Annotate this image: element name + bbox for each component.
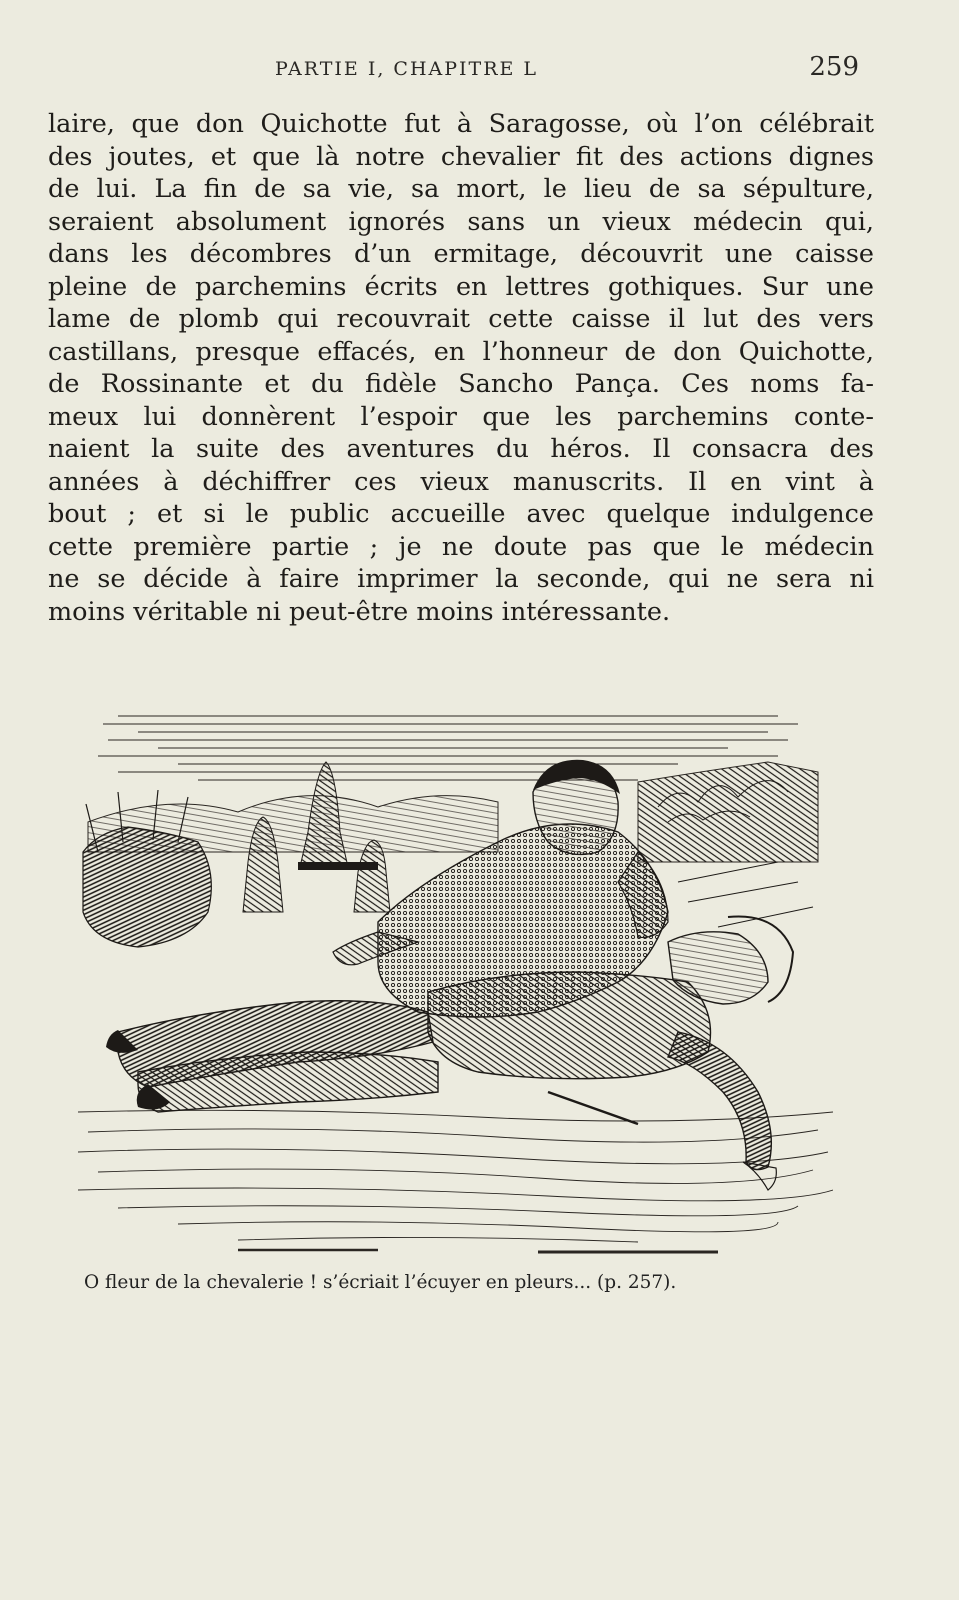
text-line: pleine de parchemins écrits en lettres gothiques. Sur une (48, 271, 874, 302)
text-line: naient la suite des aventures du héros. Il consacra des (48, 434, 874, 464)
text-line: cette première partie ; je ne doute pas que le médecin (48, 531, 874, 562)
text-line: seraient absolument ignorés sans un vieux médecin qui, (48, 206, 874, 237)
text-line: laire, que don Quichotte fut à Saragosse, où l’on célébrait (48, 109, 874, 139)
text-line: de lui. La fin de sa vie, sa mort, le lieu de sa sépulture, (48, 174, 874, 204)
ground-lines (78, 1110, 833, 1252)
figure-caption: O fleur de la chevalerie ! s’écriait l’écuyer en pleurs... (p. 257). (84, 1272, 677, 1293)
page-number: 259 (809, 52, 859, 82)
text-line: de Rossinante et du fidèle Sancho Pança. Ces noms fa- (48, 369, 874, 399)
text-line: moins véritable ni peut-être moins intéressante. (48, 596, 671, 627)
text-line: années à déchiffrer ces vieux manuscrits. Il en vint à (48, 466, 874, 497)
sky-lines (98, 716, 798, 780)
engraving-drawing (78, 712, 833, 1260)
text-line: bout ; et si le public accueille avec quelque indulgence (48, 499, 874, 529)
engraving-illustration (78, 712, 833, 1260)
body-text (48, 108, 874, 628)
text-line: ne se décide à faire imprimer la seconde, qui ne sera ni (48, 564, 874, 594)
text-line: des joutes, et que là notre chevalier fit des actions dignes (48, 141, 874, 172)
text-line: castillans, presque effacés, en l’honneur de don Quichotte, (48, 336, 874, 367)
text-line: dans les décombres d’un ermitage, découvrit une caisse (48, 239, 874, 269)
text-line: lame de plomb qui recouvrait cette caisse il lut des vers (48, 304, 874, 334)
running-head: PARTIE I, CHAPITRE L (275, 58, 539, 80)
text-line: meux lui donnèrent l’espoir que les parchemins conte- (48, 401, 874, 432)
